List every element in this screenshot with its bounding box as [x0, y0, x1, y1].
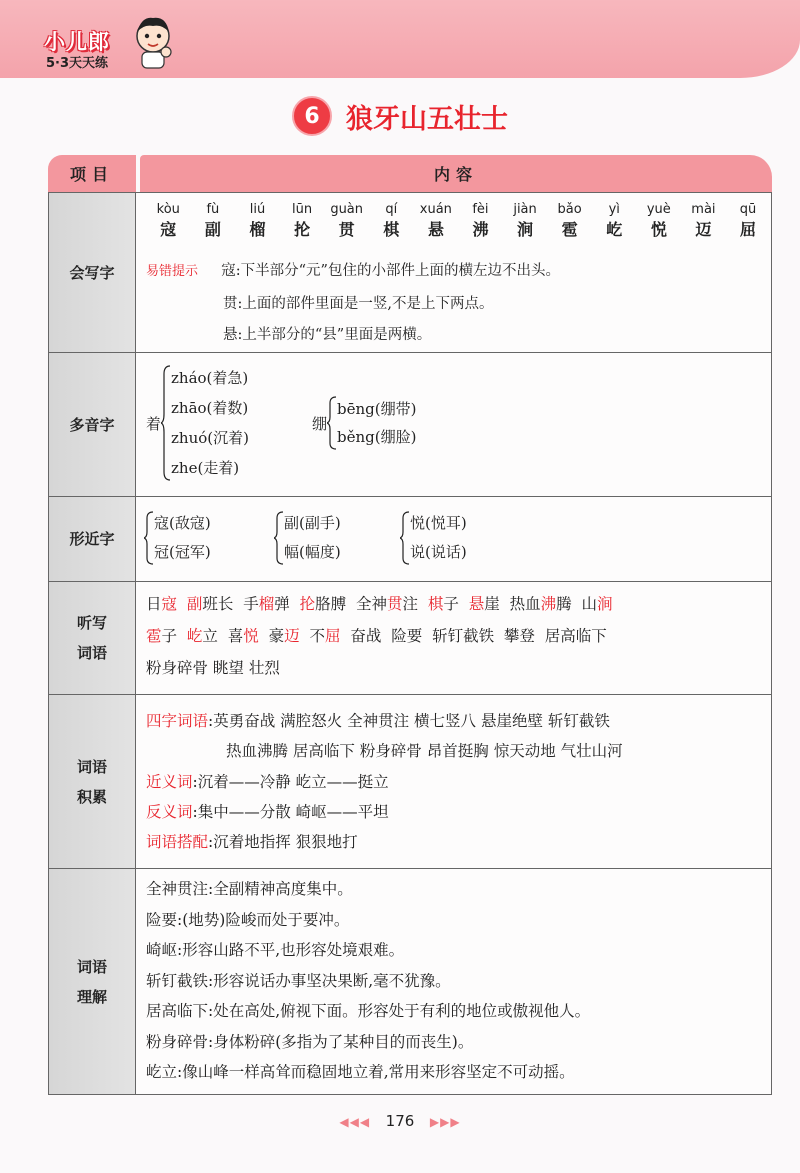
dictation-text: 崖 热血 — [484, 595, 541, 613]
polyphone-readings — [337, 395, 416, 451]
header-band — [0, 0, 800, 78]
hanzi: 沸 — [472, 220, 489, 239]
hanzi: 寇 — [160, 220, 177, 239]
highlight-char: 副 — [186, 595, 203, 613]
page-footer — [0, 1112, 800, 1130]
antonyms: 反义词:集中——分散 崎岖——平坦 — [146, 803, 389, 821]
char-cell — [280, 201, 325, 241]
mascot-icon — [128, 12, 178, 72]
definition-line: 全神贯注:全副精神高度集中。 — [146, 880, 353, 898]
row-content — [136, 695, 772, 868]
dictation-text: 注 — [402, 595, 428, 613]
highlight-char: 棋 — [427, 595, 444, 613]
polyphone-char: 着 — [146, 414, 162, 433]
brace-icon — [144, 510, 154, 566]
similar-item: 说(说话) — [410, 543, 467, 561]
table-header — [48, 155, 772, 192]
next-arrows-icon: ▶▶▶ — [429, 1115, 461, 1129]
dictation-text: 立 喜 — [202, 627, 244, 645]
similar-item: 悦(悦耳) — [410, 514, 467, 532]
tip-text: 寇:下半部分“元”包住的小部件上面的横左边不出头。 — [221, 263, 560, 279]
dictation-text: 胳膊 全神 — [315, 595, 388, 613]
row-dictation — [48, 582, 772, 695]
similar-item: 冠(冠军) — [154, 543, 211, 561]
char-cell — [681, 201, 726, 241]
dictation-text: 子 — [443, 595, 469, 613]
label-line: 听写 — [76, 614, 107, 632]
row-label — [48, 695, 136, 868]
category-label: 词语搭配 — [146, 833, 209, 851]
pinyin: qū — [739, 202, 757, 217]
pinyin: bǎo — [557, 202, 582, 217]
lesson-title-text: 狼牙山五壮士 — [346, 103, 508, 135]
highlight-char: 悬 — [468, 595, 485, 613]
char-cell — [324, 201, 369, 241]
pinyin: fù — [206, 202, 220, 217]
row-label: 会写字 — [48, 193, 136, 352]
char-cell — [503, 201, 548, 241]
row-content — [136, 193, 772, 352]
highlight-char: 迈 — [284, 627, 300, 645]
dictation-text — [177, 595, 187, 613]
char-cell — [369, 201, 414, 241]
word-list: 集中——分散 崎岖——平坦 — [197, 803, 389, 821]
tip-text: 悬:上半部分的“县”里面是两横。 — [223, 327, 432, 343]
similar-group — [274, 509, 341, 567]
hanzi: 副 — [204, 220, 221, 239]
reading-item: zháo(着急) — [171, 369, 249, 387]
row-poly — [48, 353, 772, 497]
similar-item: 幅(幅度) — [284, 543, 341, 561]
dictation-text: 日 — [146, 595, 162, 613]
definition-line: 斩钉截铁:形容说话办事坚决果断,毫不犹豫。 — [146, 971, 451, 990]
definition-line: 险要:(地势)险峻而处于要冲。 — [146, 910, 350, 929]
definition-line: 居高临下:处在高处,俯视下面。形容处于有利的地位或傲视他人。 — [146, 1002, 591, 1020]
reading-item: běng(绷脸) — [337, 428, 417, 446]
pinyin: fèi — [472, 202, 489, 217]
reading-item: zhāo(着数) — [171, 399, 249, 417]
char-grid — [146, 201, 770, 241]
highlight-char: 寇 — [161, 595, 178, 613]
word-list: 沉着地指挥 狠狠地打 — [213, 833, 358, 851]
label-line: 词语 — [76, 644, 107, 662]
pinyin: guàn — [330, 202, 364, 217]
reading-item: zhe(走着) — [171, 459, 240, 477]
highlight-char: 悦 — [243, 627, 259, 645]
lesson-title — [0, 96, 800, 140]
brace-icon — [327, 395, 337, 451]
highlight-char: 沸 — [540, 595, 557, 613]
pinyin: jiàn — [513, 202, 537, 217]
summary-table — [48, 155, 772, 1095]
similar-group — [144, 509, 211, 567]
category-label: 四字词语 — [146, 712, 209, 730]
row-understanding — [48, 869, 772, 1095]
hanzi: 贯 — [338, 220, 355, 239]
char-cell — [592, 201, 637, 241]
highlight-char: 贯 — [387, 595, 403, 613]
header-item: 项目 — [48, 155, 136, 192]
lesson-number-badge: 6 — [292, 96, 332, 136]
four-char-words: 四字词语:英勇奋战 满腔怒火 全神贯注 横七竖八 悬崖绝壁 斩钉截铁 — [146, 712, 610, 730]
brand-logo: 小儿郎 — [44, 30, 110, 54]
pinyin: mài — [691, 202, 716, 217]
similar-item: 副(副手) — [284, 514, 341, 532]
highlight-char: 雹 — [146, 627, 162, 645]
hanzi: 雹 — [561, 220, 578, 239]
hanzi: 榴 — [249, 220, 266, 239]
dictation-text: 弹 — [274, 595, 300, 613]
definition-line: 粉身碎骨:身体粉碎(多指为了某种目的而丧生)。 — [146, 1032, 474, 1051]
dictation-text: 不 — [299, 627, 325, 645]
char-cell — [235, 201, 280, 241]
highlight-char: 抡 — [299, 595, 316, 613]
header-content: 内容 — [140, 155, 772, 192]
category-label: 反义词 — [146, 803, 193, 821]
polyphone-beng — [312, 395, 416, 451]
dictation-text: 豪 — [258, 627, 285, 645]
polyphone-zhe — [146, 363, 249, 483]
row-similar — [48, 497, 772, 582]
word-list: 英勇奋战 满腔怒火 全神贯注 横七竖八 悬崖绝壁 斩钉截铁 — [213, 712, 610, 730]
prev-arrows-icon: ◀◀◀ — [339, 1115, 371, 1129]
label-line: 理解 — [76, 987, 107, 1006]
hanzi: 抡 — [294, 220, 311, 239]
highlight-char: 榴 — [258, 595, 275, 613]
char-cell — [458, 201, 503, 241]
dictation-line — [146, 624, 607, 646]
hanzi: 涧 — [517, 220, 534, 239]
series-name: 5·3天天练 — [46, 56, 109, 71]
char-cell — [547, 201, 592, 241]
row-write — [48, 192, 772, 353]
row-content — [136, 497, 772, 581]
pinyin: liú — [249, 202, 266, 217]
hanzi: 屈 — [740, 220, 757, 239]
row-content — [136, 353, 772, 496]
row-label: 形近字 — [48, 497, 136, 581]
label-line: 积累 — [76, 787, 107, 806]
dictation-text: 班长 手 — [202, 595, 259, 613]
row-label — [48, 869, 136, 1094]
row-accumulation — [48, 695, 772, 869]
polyphone-readings — [171, 363, 249, 483]
hanzi: 屹 — [606, 220, 623, 239]
char-cell — [414, 201, 459, 241]
hanzi: 悬 — [427, 220, 444, 239]
hanzi: 棋 — [383, 220, 400, 239]
category-label: 近义词 — [146, 773, 193, 791]
char-cell — [726, 201, 771, 241]
tip-line — [146, 261, 560, 282]
similar-item: 寇(敌寇) — [154, 514, 211, 532]
collocations: 词语搭配:沉着地指挥 狠狠地打 — [146, 833, 358, 851]
row-content — [136, 869, 772, 1094]
char-cell — [146, 201, 191, 241]
char-cell — [637, 201, 682, 241]
definition-line: 屹立:像山峰一样高耸而稳固地立着,常用来形容坚定不可动摇。 — [146, 1063, 575, 1081]
hanzi: 悦 — [650, 220, 667, 239]
similar-group — [400, 509, 467, 567]
dictation-text: 腾 山 — [556, 595, 598, 613]
highlight-char: 涧 — [597, 595, 613, 613]
row-content — [136, 582, 772, 694]
tip-label: 易错提示 — [146, 264, 199, 279]
pinyin: kòu — [156, 202, 180, 217]
row-label: 多音字 — [48, 353, 136, 496]
pinyin: lūn — [292, 202, 313, 217]
pinyin: yuè — [646, 202, 671, 217]
polyphone-char: 绷 — [312, 414, 328, 433]
brace-icon — [274, 510, 284, 566]
page-number: 176 — [385, 1112, 415, 1130]
label-line: 词语 — [76, 957, 107, 976]
reading-item: zhuó(沉着) — [171, 429, 249, 447]
row-label — [48, 582, 136, 694]
pinyin: xuán — [419, 202, 452, 217]
hanzi: 迈 — [695, 220, 712, 239]
dictation-line: 粉身碎骨 眺望 壮烈 — [146, 659, 280, 677]
pinyin: yì — [608, 202, 620, 217]
tip-text: 贯:上面的部件里面是一竖,不是上下两点。 — [223, 296, 494, 312]
reading-item: bēng(绷带) — [337, 400, 417, 418]
highlight-char: 屹 — [186, 627, 203, 645]
label-line: 词语 — [76, 757, 107, 776]
char-cell — [191, 201, 236, 241]
dictation-text: 奋战 险要 斩钉截铁 攀登 居高临下 — [340, 627, 607, 645]
pinyin: qí — [385, 202, 398, 217]
brace-icon — [161, 364, 171, 482]
synonyms: 近义词:沉着——冷静 屹立——挺立 — [146, 773, 389, 791]
brace-icon — [400, 510, 410, 566]
dictation-text: 子 — [161, 627, 187, 645]
highlight-char: 屈 — [325, 627, 341, 645]
definition-line: 崎岖:形容山路不平,也形容处境艰难。 — [146, 941, 405, 959]
word-list: 热血沸腾 居高临下 粉身碎骨 昂首挺胸 惊天动地 气壮山河 — [226, 742, 623, 760]
word-list: 沉着——冷静 屹立——挺立 — [197, 773, 389, 791]
dictation-line — [146, 592, 613, 614]
